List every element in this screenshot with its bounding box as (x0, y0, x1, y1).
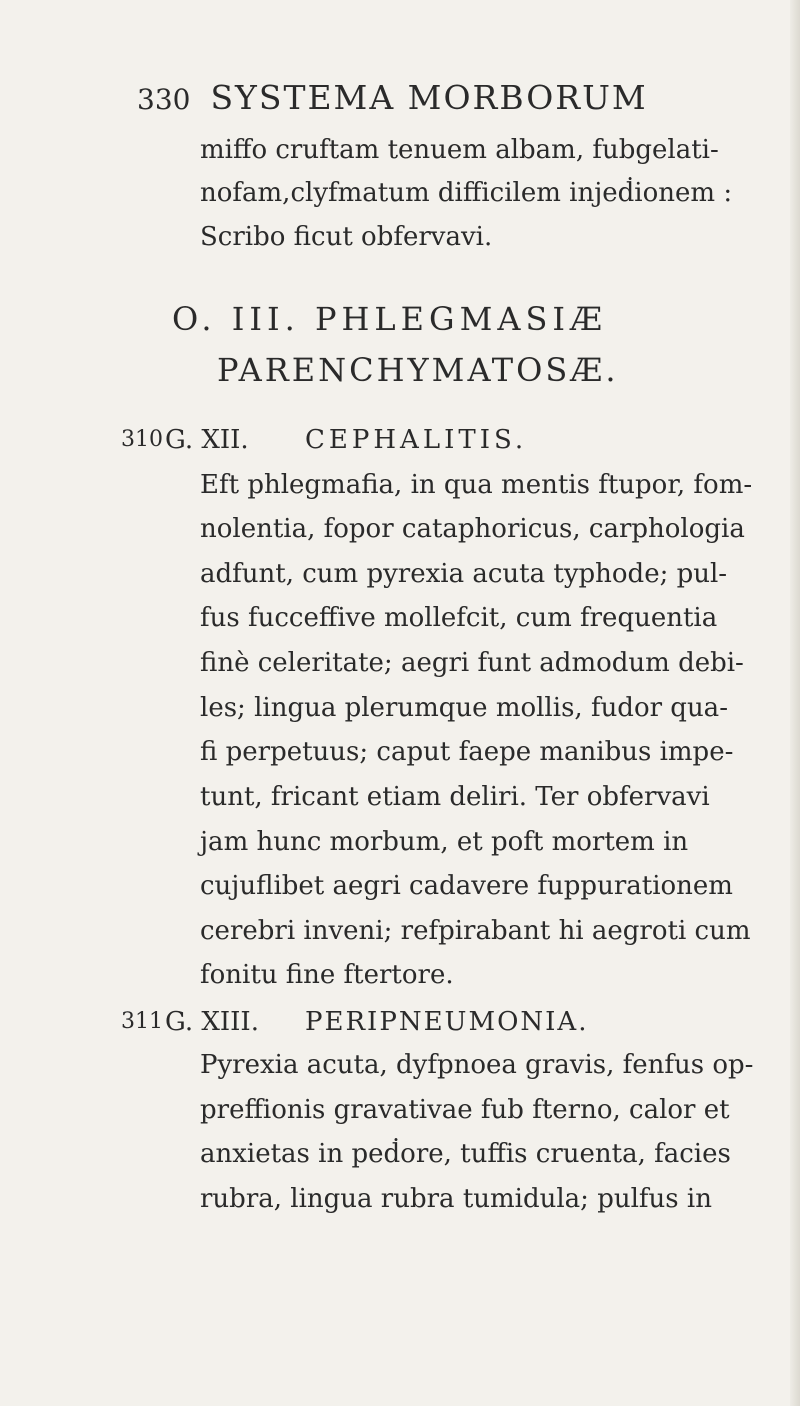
text-line: fonitu fine ftertore. (200, 960, 454, 990)
text-line: nofam,clyfmatum difficilem injeḋionem : (200, 178, 733, 208)
text-line: fus fucceffive mollefcit, cum frequentia (200, 603, 718, 633)
text-line: les; lingua plerumque mollis, fudor qua- (200, 693, 728, 723)
text-line: rubra, lingua rubra tumidula; pulfus in (200, 1184, 712, 1214)
margin-number: 310 (121, 427, 163, 452)
text-line: preffionis gravativae fub fterno, calor et (200, 1095, 730, 1125)
genus-name: CEPHALITIS. (305, 425, 528, 455)
text-line: Scribo ficut obfervavi. (200, 222, 493, 252)
text-line: nolentia, fopor cataphoricus, carphologia (200, 514, 745, 544)
text-line: anxietas in peḋore, tuffis cruenta, facies (200, 1139, 731, 1169)
text-line: jam hunc morbum, et poft mortem in (200, 827, 689, 857)
text-line: cujuflibet aegri cadavere fuppurationem (200, 871, 733, 901)
text-line: adfunt, cum pyrexia acuta typhode; pul- (200, 559, 728, 589)
genus-number: G. XII. (165, 425, 249, 455)
text-line: tunt, fricant etiam deliri. Ter obfervavi (200, 782, 710, 812)
text-line: finè celeritate; aegri funt admodum debi- (200, 648, 744, 678)
genus-number: G. XIII. (165, 1007, 259, 1037)
order-subheading: PARENCHYMATOSÆ. (217, 351, 619, 389)
text-line: miffo cruftam tenuem albam, fubgelati- (200, 135, 719, 165)
running-header (137, 78, 648, 117)
text-line: cerebri inveni; refpirabant hi aegroti cum (200, 916, 751, 946)
order-heading: O. III. PHLEGMASIÆ (172, 300, 608, 338)
page-edge (790, 0, 800, 1406)
genus-name: PERIPNEUMONIA. (305, 1007, 589, 1037)
page-number: 330 (137, 83, 191, 116)
text-line: Eft phlegmafia, in qua mentis ftupor, fom- (200, 470, 753, 500)
text-line: fi perpetuus; caput faepe manibus impe- (200, 737, 734, 767)
margin-number: 311 (121, 1009, 163, 1034)
text-line: Pyrexia acuta, dyfpnoea gravis, fenfus op- (200, 1050, 754, 1080)
running-title: SYSTEMA MORBORUM (210, 78, 648, 117)
